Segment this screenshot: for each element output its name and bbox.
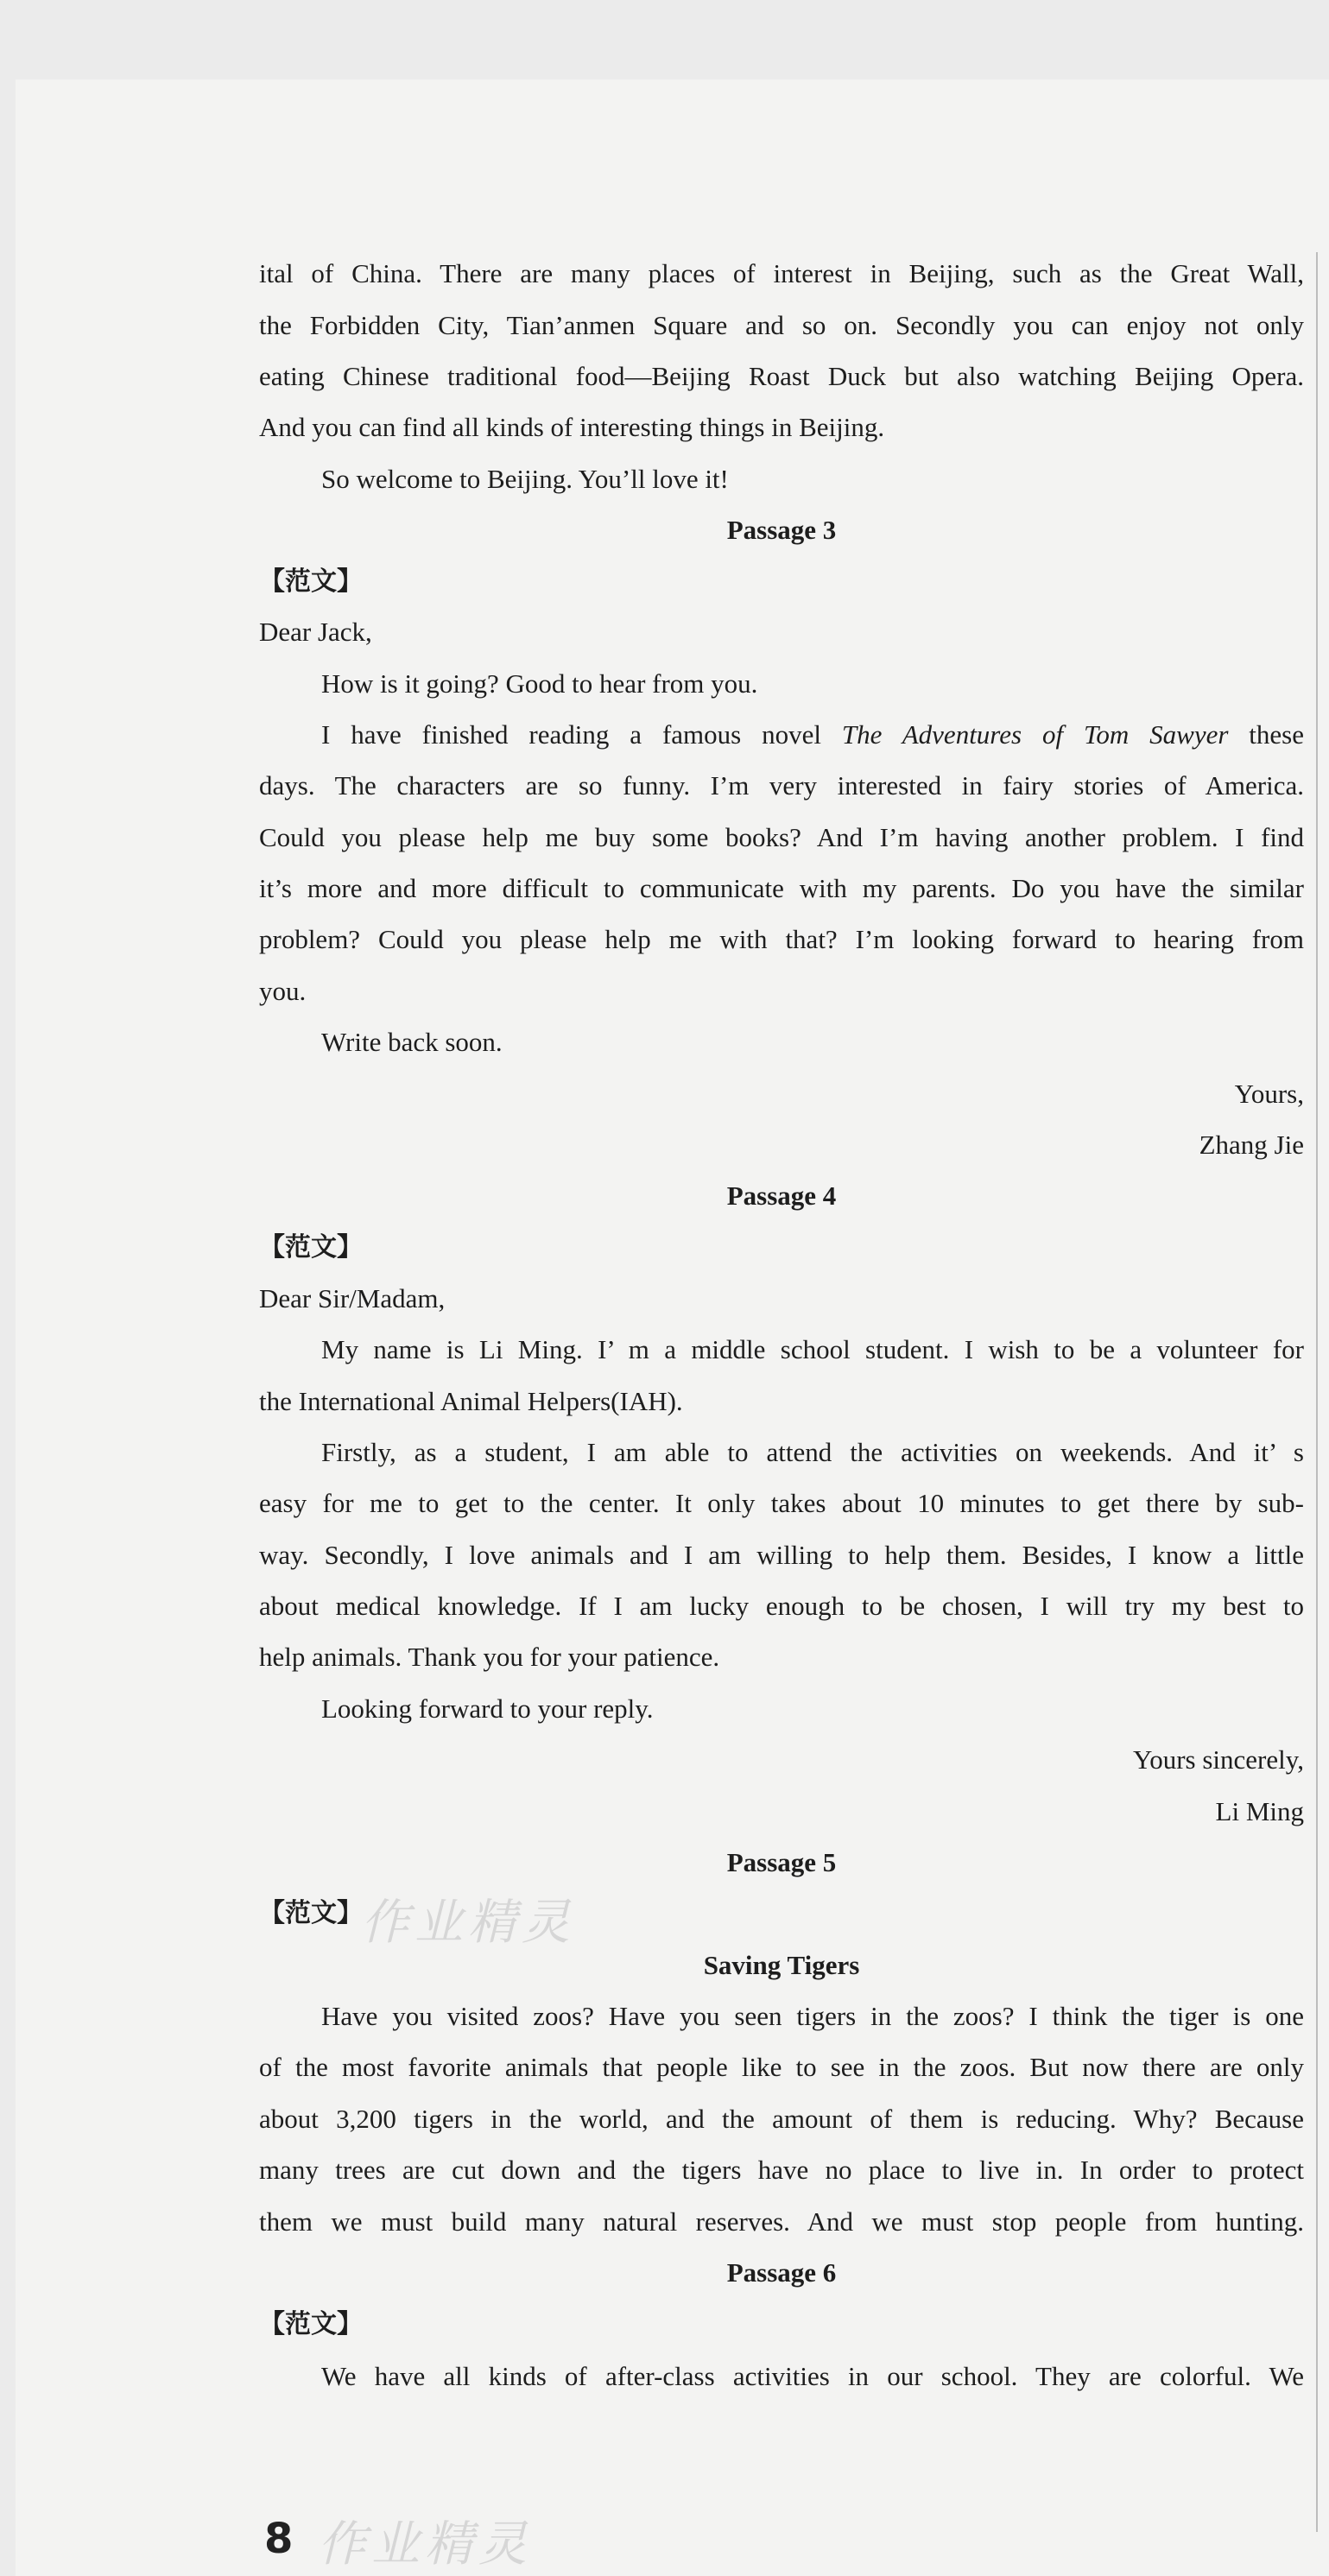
text-line: My name is Li Ming. I’ m a middle school student. I wish to be a volunteer for — [321, 1334, 1304, 1364]
text-line: it’s more and more difficult to communicate with my parents. Do you have the similar — [259, 873, 1304, 903]
text-line: Zhang Jie — [1199, 1130, 1304, 1160]
section-heading: Passage 3 — [726, 515, 837, 545]
text-line: problem? Could you please help me with that? I’m looking forward to hearing from — [259, 924, 1304, 954]
text-line: them we must build many natural reserves. And we must stop people from hunting. — [259, 2206, 1304, 2237]
text-line: Looking forward to your reply. — [321, 1693, 654, 1724]
text-line: Yours, — [1234, 1079, 1304, 1109]
text-line: So welcome to Beijing. You’ll love it! — [321, 464, 729, 494]
text-line: way. Secondly, I love animals and I am willing to help them. Besides, I know a little — [259, 1540, 1304, 1570]
watermark: 作业精灵 — [361, 1895, 575, 1951]
text-line: about 3,200 tigers in the world, and the amount of them is reducing. Why? Because — [259, 2104, 1304, 2134]
text-line: the Forbidden City, Tian’anmen Square and so on. Secondly you can enjoy not only — [259, 310, 1304, 340]
section-label: 【范文】 — [259, 1232, 363, 1263]
text-line: the International Animal Helpers(IAH). — [259, 1386, 683, 1416]
text-line: you. — [259, 976, 307, 1006]
text-line: And you can find all kinds of interesting things in Beijing. — [259, 412, 885, 442]
text-line: Firstly, as a student, I am able to attend the activities on weekends. And it’ s — [321, 1437, 1304, 1467]
section-label: 【范文】 — [259, 1898, 363, 1928]
text-line: help animals. Thank you for your patience. — [259, 1642, 720, 1672]
watermark-bottom: 作业精灵 — [318, 2516, 532, 2573]
text-line: of the most favorite animals that people like to see in the zoos. But now there are only — [259, 2052, 1304, 2082]
document-page — [16, 79, 1329, 2576]
text-line: Li Ming — [1215, 1796, 1304, 1826]
section-label: 【范文】 — [259, 2309, 363, 2339]
page-number: 8 — [264, 2515, 294, 2563]
novel-title: The Adventures of Tom Sawyer — [841, 719, 1229, 750]
margin-rule — [1316, 252, 1318, 2532]
section-heading: Saving Tigers — [703, 1950, 860, 1980]
text-line: about medical knowledge. If I am lucky enough to be chosen, I will try my best to — [259, 1591, 1304, 1621]
text-line: many trees are cut down and the tigers have no place to live in. In order to protect — [259, 2155, 1304, 2185]
text-line: Yours sincerely, — [1132, 1744, 1304, 1775]
text-line: Dear Sir/Madam, — [259, 1283, 446, 1313]
text-line: How is it going? Good to hear from you. — [321, 668, 758, 699]
section-heading: Passage 6 — [726, 2257, 837, 2288]
text-line: days. The characters are so funny. I’m very interested in fairy stories of America. — [259, 770, 1304, 801]
section-heading: Passage 5 — [726, 1847, 837, 1877]
section-label: 【范文】 — [259, 566, 363, 597]
text-line: We have all kinds of after-class activities in our school. They are colorful. We — [321, 2361, 1304, 2391]
text-line: Write back soon. — [321, 1027, 503, 1057]
text-line: easy for me to get to the center. It only takes about 10 minutes to get there by sub- — [259, 1488, 1304, 1518]
text-line: I have finished reading a famous novel The Adventures of Tom Sawyer these — [321, 719, 1305, 750]
section-heading: Passage 4 — [726, 1180, 837, 1211]
text-line: eating Chinese traditional food—Beijing Roast Duck but also watching Beijing Opera. — [259, 361, 1304, 391]
text-line: ital of China. There are many places of interest in Beijing, such as the Great Wall, — [259, 258, 1304, 288]
text-line: Dear Jack, — [259, 617, 372, 647]
text-line: Have you visited zoos? Have you seen tigers in the zoos? I think the tiger is one — [321, 2001, 1304, 2031]
text-line: Could you please help me buy some books? And I’m having another problem. I find — [259, 822, 1304, 852]
